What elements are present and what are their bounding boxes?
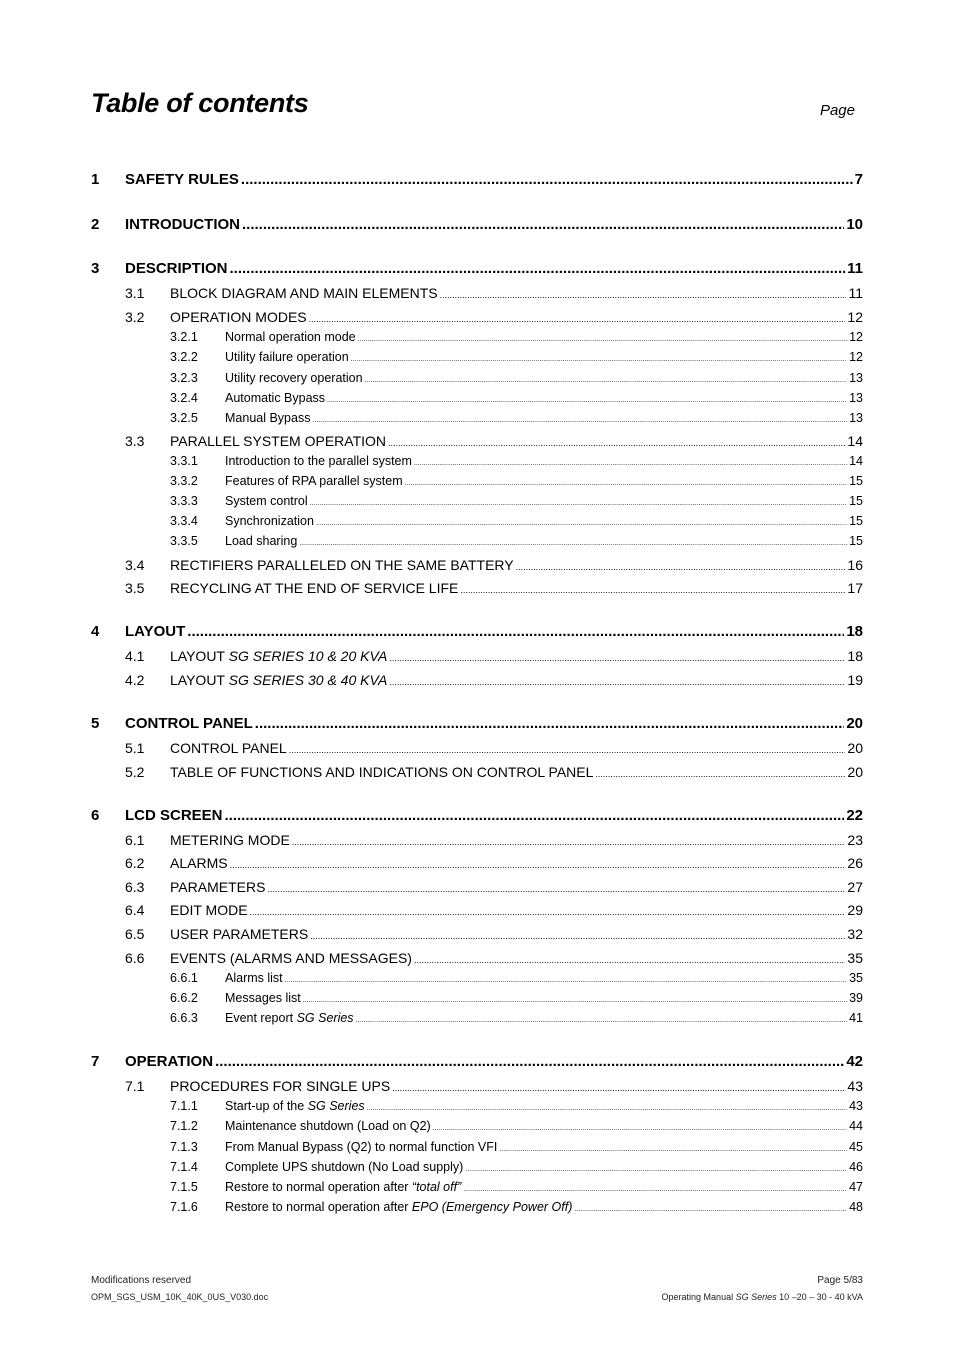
toc-entry-page: 20 [847, 740, 863, 756]
toc-entry-level3[interactable] [170, 1011, 863, 1025]
toc-entry-title-text: Alarms list [225, 971, 283, 985]
dot-leader [574, 1206, 847, 1213]
dot-leader [414, 460, 847, 467]
dot-leader [316, 520, 847, 527]
toc-entry-number: 3 [91, 260, 100, 277]
toc-entry-title-text: Utility recovery operation [225, 371, 363, 385]
toc-entry-page: 46 [849, 1160, 863, 1174]
toc-entry-level3[interactable] [170, 1200, 863, 1214]
toc-entry-page: 16 [847, 557, 863, 573]
toc-entry-title [225, 1099, 365, 1113]
toc-entry-page: 15 [849, 514, 863, 528]
toc-entry-title [170, 433, 386, 449]
toc-entry-number: 6.6.1 [170, 971, 198, 985]
toc-entry-title-text: USER PARAMETERS [170, 926, 309, 942]
toc-entry-level2[interactable] [125, 1078, 863, 1094]
toc-entry-title [170, 879, 265, 895]
toc-entry-level2[interactable] [125, 672, 863, 688]
toc-entry-title [225, 494, 308, 508]
toc-entry-title [125, 807, 223, 824]
toc-entry-number: 5 [91, 715, 100, 732]
toc-entry-title [170, 740, 287, 756]
toc-entry-level3[interactable] [170, 1119, 863, 1133]
toc-entry-number: 6 [91, 807, 100, 824]
toc-entry-page: 43 [847, 1078, 863, 1094]
toc-entry-title-text: OPERATION [125, 1053, 214, 1070]
dot-leader [267, 885, 845, 894]
dot-leader [440, 291, 847, 300]
toc-entry-title [170, 855, 228, 871]
toc-entry-level2[interactable] [125, 926, 863, 942]
toc-entry-title [225, 411, 310, 425]
toc-entry-title-text: INTRODUCTION [125, 216, 240, 233]
toc-entry-page: 12 [849, 350, 863, 364]
footer-manual-title [662, 1292, 863, 1302]
toc-entry-page: 22 [846, 807, 863, 824]
toc-entry-level3[interactable] [170, 454, 863, 468]
dot-leader [255, 716, 845, 731]
toc-entry-level2[interactable] [125, 740, 863, 756]
toc-entry-page: 20 [847, 764, 863, 780]
toc-entry-level3[interactable] [170, 514, 863, 528]
dot-leader [388, 439, 845, 448]
toc-entry-title-text: CONTROL PANEL [125, 715, 253, 732]
toc-entry-number: 6.3 [125, 879, 145, 895]
toc-entry-page: 47 [849, 1180, 863, 1194]
dot-leader [230, 861, 846, 870]
toc-entry-number: 4.1 [125, 648, 145, 664]
toc-entry-level2[interactable] [125, 764, 863, 780]
page-column-label: Page [819, 102, 855, 119]
toc-entry-number: 3.2.1 [170, 330, 198, 344]
toc-entry-number: 7.1.4 [170, 1160, 198, 1174]
toc-entry-number: 7.1.1 [170, 1099, 198, 1113]
dot-leader [405, 480, 847, 487]
toc-entry-level2[interactable] [125, 433, 863, 449]
dot-leader [433, 1125, 847, 1132]
toc-entry-title [170, 926, 308, 942]
toc-entry-level3[interactable] [170, 971, 863, 985]
toc-entry-level3[interactable] [170, 1180, 863, 1194]
toc-entry-title [125, 715, 253, 732]
toc-entry-page: 15 [849, 534, 863, 548]
toc-entry-title-text: System control [225, 494, 308, 508]
toc-entry-title-text: PROCEDURES FOR SINGLE UPS [170, 1078, 391, 1094]
dot-leader [285, 977, 847, 984]
toc-entry-page: 13 [849, 371, 863, 385]
toc-entry-title [225, 474, 403, 488]
toc-entry-level2[interactable] [125, 950, 863, 966]
toc-entry-title [125, 623, 185, 640]
toc-entry-number: 6.6 [125, 950, 145, 966]
footer-manual-prefix: Operating Manual [661, 1292, 736, 1302]
dot-leader [215, 1054, 844, 1069]
toc-entry-title-text: From Manual Bypass (Q2) to normal function VFI [225, 1140, 498, 1154]
dot-leader [289, 746, 846, 755]
toc-entry-page: 17 [847, 580, 863, 596]
toc-entry-title [170, 580, 458, 596]
toc-entry-title [125, 1053, 213, 1070]
toc-entry-title-text: Load sharing [225, 534, 298, 548]
toc-entry-title-text: Restore to normal operation after [225, 1180, 412, 1194]
toc-entry-page: 43 [849, 1099, 863, 1113]
footer-manual-series: SG Series [735, 1292, 777, 1302]
dot-leader [242, 217, 844, 232]
toc-entry-page: 13 [849, 391, 863, 405]
dot-leader [310, 500, 847, 507]
dot-leader [414, 956, 845, 965]
toc-entry-page: 32 [847, 926, 863, 942]
toc-entry-page: 39 [849, 991, 863, 1005]
toc-entry-title [170, 648, 387, 664]
toc-entry-page: 45 [849, 1140, 863, 1154]
toc-entry-page: 29 [847, 902, 863, 918]
toc-entry-title-text: Messages list [225, 991, 301, 1005]
toc-entry-number: 6.6.2 [170, 991, 198, 1005]
toc-entry-title [225, 1011, 354, 1025]
toc-entry-title-italic: “total off” [411, 1180, 462, 1194]
toc-entry-title-text: EDIT MODE [170, 902, 248, 918]
toc-entry-number: 6.2 [125, 855, 145, 871]
toc-entry-title [170, 672, 387, 688]
footer-modifications-note: Modifications reserved [91, 1275, 192, 1286]
toc-entry-page: 11 [847, 260, 863, 277]
dot-leader [499, 1146, 847, 1153]
toc-entry-page: 7 [854, 171, 863, 188]
toc-entry-title-text: LAYOUT [170, 648, 229, 664]
toc-entry-title-text: METERING MODE [170, 832, 290, 848]
toc-entry-number: 3.2.5 [170, 411, 198, 425]
toc-entry-number: 6.6.3 [170, 1011, 198, 1025]
toc-entry-level3[interactable] [170, 411, 863, 425]
toc-entry-page: 27 [847, 879, 863, 895]
toc-entry-title [125, 171, 239, 188]
toc-entry-page: 12 [847, 309, 863, 325]
toc-entry-level2[interactable] [125, 309, 863, 325]
toc-entry-title-text: Normal operation mode [225, 330, 356, 344]
dot-leader [367, 1105, 847, 1112]
toc-entry-title-text: Maintenance shutdown (Load on Q2) [225, 1119, 431, 1133]
dot-leader [358, 336, 847, 343]
dot-leader [303, 997, 847, 1004]
toc-entry-level3[interactable] [170, 350, 863, 364]
toc-entry-title [170, 309, 307, 325]
toc-entry-number: 5.2 [125, 764, 145, 780]
toc-entry-level3[interactable] [170, 991, 863, 1005]
toc-entry-number: 3.3.2 [170, 474, 198, 488]
toc-entry-page: 48 [849, 1200, 863, 1214]
toc-entry-number: 3.1 [125, 285, 145, 301]
footer-document-filename: OPM_SGS_USM_10K_40K_0US_V030.doc [91, 1292, 269, 1302]
toc-entry-title [170, 764, 593, 780]
dot-leader [327, 397, 847, 404]
toc-entry-page: 13 [849, 411, 863, 425]
toc-entry-page: 23 [847, 832, 863, 848]
toc-entry-title [225, 371, 363, 385]
dot-leader [389, 654, 845, 663]
toc-entry-page: 35 [849, 971, 863, 985]
toc-entry-level2[interactable] [125, 285, 863, 301]
toc-entry-title [225, 330, 356, 344]
dot-leader [460, 586, 845, 595]
dot-leader [230, 261, 846, 276]
toc-entry-title [170, 1078, 390, 1094]
toc-entry-page: 18 [847, 648, 863, 664]
toc-entry-level2[interactable] [125, 902, 863, 918]
toc-entry-level3[interactable] [170, 474, 863, 488]
toc-entry-number: 7 [91, 1053, 100, 1070]
toc-entry-number: 3.2.3 [170, 371, 198, 385]
toc-entry-number: 7.1.3 [170, 1140, 198, 1154]
toc-entry-level3[interactable] [170, 494, 863, 508]
toc-entry-number: 6.5 [125, 926, 145, 942]
toc-entry-level3[interactable] [170, 371, 863, 385]
toc-entry-title-text: RECTIFIERS PARALLELED ON THE SAME BATTERY [170, 557, 514, 573]
toc-entry-title-text: Utility failure operation [225, 350, 349, 364]
toc-entry-number: 2 [91, 216, 100, 233]
toc-entry-title-text: Start-up of the [225, 1099, 308, 1113]
toc-entry-page: 18 [846, 623, 863, 640]
toc-entry-number: 7.1.6 [170, 1200, 198, 1214]
dot-leader [389, 678, 845, 687]
toc-entry-number: 6.1 [125, 832, 145, 848]
toc-entry-level1[interactable] [91, 216, 863, 233]
toc-entry-title-text: ALARMS [170, 855, 228, 871]
toc-entry-title [170, 950, 412, 966]
dot-leader [312, 417, 847, 424]
dot-leader [463, 1186, 847, 1193]
dot-leader [225, 808, 845, 823]
toc-entry-level3[interactable] [170, 330, 863, 344]
toc-entry-title [125, 260, 228, 277]
page-title: Table of contents [91, 88, 309, 118]
toc-entry-page: 35 [847, 950, 863, 966]
toc-entry-title [170, 557, 514, 573]
toc-entry-title-text: Introduction to the parallel system [225, 454, 412, 468]
toc-entry-title-text: PARALLEL SYSTEM OPERATION [170, 433, 387, 449]
toc-entry-page: 42 [846, 1053, 863, 1070]
toc-entry-level2[interactable] [125, 557, 863, 573]
toc-entry-page: 10 [846, 216, 863, 233]
toc-entry-page: 12 [849, 330, 863, 344]
toc-entry-level1[interactable] [91, 260, 863, 277]
toc-entry-page: 19 [847, 672, 863, 688]
toc-entry-title [225, 991, 301, 1005]
toc-entry-title-text: Synchronization [225, 514, 314, 528]
dot-leader [595, 770, 845, 779]
toc-entry-level2[interactable] [125, 580, 863, 596]
dot-leader [310, 932, 845, 941]
toc-entry-number: 4 [91, 623, 100, 640]
toc-entry-number: 7.1.2 [170, 1119, 198, 1133]
toc-entry-title [225, 514, 314, 528]
dot-leader [516, 563, 846, 572]
dot-leader [187, 624, 844, 639]
toc-entry-title [225, 1180, 461, 1194]
toc-entry-title [170, 832, 290, 848]
toc-entry-title [225, 391, 325, 405]
toc-entry-level3[interactable] [170, 1160, 863, 1174]
toc-entry-title-text: Manual Bypass [225, 411, 311, 425]
toc-entry-page: 11 [848, 285, 863, 301]
toc-entry-number: 3.3.4 [170, 514, 198, 528]
toc-entry-number: 3.3 [125, 433, 145, 449]
toc-entry-title-text: Features of RPA parallel system [225, 474, 403, 488]
toc-entry-number: 3.2 [125, 309, 145, 325]
toc-entry-number: 3.2.4 [170, 391, 198, 405]
toc-entry-title-text: RECYCLING AT THE END OF SERVICE LIFE [170, 580, 459, 596]
toc-entry-number: 6.4 [125, 902, 145, 918]
toc-entry-number: 1 [91, 171, 100, 188]
dot-leader [365, 377, 848, 384]
toc-entry-number: 3.2.2 [170, 350, 198, 364]
toc-entry-title-text: Complete UPS shutdown (No Load supply) [225, 1160, 464, 1174]
toc-entry-number: 7.1 [125, 1078, 145, 1094]
toc-entry-number: 3.3.5 [170, 534, 198, 548]
dot-leader [392, 1084, 845, 1093]
toc-entry-title-text: Event report [225, 1011, 297, 1025]
toc-entry-page: 15 [849, 494, 863, 508]
toc-entry-title [225, 534, 297, 548]
toc-entry-title-text: Automatic Bypass [225, 391, 326, 405]
toc-entry-level3[interactable] [170, 1140, 863, 1154]
toc-entry-level1[interactable] [91, 715, 863, 732]
toc-entry-title [225, 1119, 431, 1133]
toc-entry-title-text: CONTROL PANEL [170, 740, 287, 756]
dot-leader [465, 1166, 847, 1173]
toc-entry-title-text: Restore to normal operation after [225, 1200, 412, 1214]
toc-entry-page: 14 [847, 433, 863, 449]
toc-entry-level1[interactable] [91, 1053, 863, 1070]
toc-entry-title [225, 454, 412, 468]
toc-entry-number: 5.1 [125, 740, 145, 756]
toc-entry-title-italic: SG Series [307, 1099, 365, 1113]
toc-entry-title [225, 1200, 572, 1214]
toc-entry-level3[interactable] [170, 391, 863, 405]
toc-entry-level2[interactable] [125, 648, 863, 664]
toc-entry-title-text: OPERATION MODES [170, 309, 307, 325]
toc-entry-level1[interactable] [91, 171, 863, 188]
dot-leader [309, 315, 846, 324]
toc-entry-title [225, 1160, 463, 1174]
toc-entry-level2[interactable] [125, 832, 863, 848]
dot-leader [250, 908, 846, 917]
toc-entry-title-italic: EPO (Emergency Power Off) [411, 1200, 573, 1214]
toc-entry-level2[interactable] [125, 879, 863, 895]
toc-entry-title-text: BLOCK DIAGRAM AND MAIN ELEMENTS [170, 285, 438, 301]
toc-entry-number: 3.3.1 [170, 454, 198, 468]
dot-leader [356, 1017, 848, 1024]
toc-entry-number: 3.4 [125, 557, 145, 573]
toc-entry-number: 3.5 [125, 580, 145, 596]
toc-entry-title [225, 1140, 497, 1154]
toc-entry-number: 3.3.3 [170, 494, 198, 508]
toc-entry-title-italic: SG Series [296, 1011, 354, 1025]
dot-leader [241, 172, 853, 187]
dot-leader [292, 838, 846, 847]
toc-entry-title [225, 350, 349, 364]
toc-entry-title-text: SAFETY RULES [125, 171, 239, 188]
footer-manual-suffix: 10 –20 – 30 - 40 kVA [776, 1292, 863, 1302]
dot-leader [299, 540, 847, 547]
toc-entry-level2[interactable] [125, 855, 863, 871]
toc-entry-page: 15 [849, 474, 863, 488]
toc-entry-level1[interactable] [91, 623, 863, 640]
toc-entry-page: 20 [846, 715, 863, 732]
toc-entry-title-text: LAYOUT [170, 672, 229, 688]
toc-entry-number: 4.2 [125, 672, 145, 688]
toc-entry-title-text: LCD SCREEN [125, 807, 223, 824]
toc-entry-page: 41 [849, 1011, 863, 1025]
toc-entry-number: 7.1.5 [170, 1180, 198, 1194]
dot-leader [351, 356, 847, 363]
toc-entry-page: 14 [849, 454, 863, 468]
toc-entry-level1[interactable] [91, 807, 863, 824]
toc-entry-level3[interactable] [170, 1099, 863, 1113]
toc-entry-page: 44 [849, 1119, 863, 1133]
toc-entry-title-text: LAYOUT [125, 623, 186, 640]
toc-entry-title [170, 902, 248, 918]
toc-entry-title-italic: SG SERIES 10 & 20 KVA [228, 648, 388, 664]
footer-page-number: Page 5/83 [817, 1275, 863, 1286]
toc-entry-title [170, 285, 438, 301]
toc-entry-level3[interactable] [170, 534, 863, 548]
toc-entry-title-italic: SG SERIES 30 & 40 KVA [228, 672, 388, 688]
toc-entry-title [225, 971, 283, 985]
toc-entry-title-text: PARAMETERS [170, 879, 266, 895]
toc-entry-title-text: EVENTS (ALARMS AND MESSAGES) [170, 950, 412, 966]
toc-entry-title-text: TABLE OF FUNCTIONS AND INDICATIONS ON CONTROL PANEL [170, 764, 594, 780]
toc-entry-title [125, 216, 240, 233]
toc-entry-title-text: DESCRIPTION [125, 260, 228, 277]
toc-entry-page: 26 [847, 855, 863, 871]
